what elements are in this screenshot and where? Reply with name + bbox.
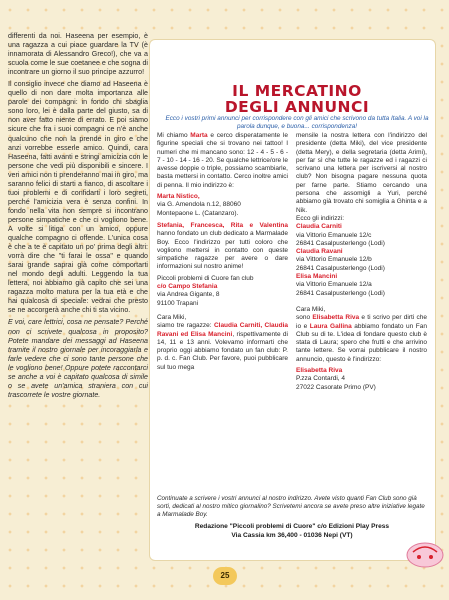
ad-text: , rispettivamente di 14, 11 e 13 anni. Volevamo informarti che proprio oggi abbiamo fondato un fan club: P. p. d. c. Fan Club. Per favore, puoi pubblicare sul tuo mega	[157, 330, 288, 371]
editorial-address	[157, 523, 427, 540]
title-line: DEGLI ANNUNCI	[224, 98, 370, 116]
ad-text: e ti scrivo per dirti che io e	[296, 314, 428, 330]
section-subtitle: Ecco i vostri primi annunci per corrispondere con gli amici che scrivono da tutta Italia. A voi la parola dunque, e buona... corrispondenza!	[165, 115, 429, 131]
title-line: IL MERCATINO	[232, 82, 362, 100]
section-title	[162, 83, 432, 115]
address-name: Elisa Mancini	[296, 273, 338, 281]
ad-text: e cerco disperatamente le figurine speciali che si trovano nei tattoo! I numeri che mi mancano sono: 12 - 4 - 5 - 6 - 7 - 10 - 14 - 16 - 20. Se qualche lettrice/ore le avesse doppie o triple, possiamo scambiarle, basta mettersi in contatto. Cerco inoltre amici di penna. Il mio indirizzo è:	[157, 132, 288, 189]
address-line: via Andrea Gigante, 8	[157, 291, 220, 299]
left-article-column	[8, 32, 148, 403]
address-name: Marta Nistico,	[157, 193, 200, 201]
article-paragraph: differenti da noi. Haseena per esempio, è una ragazza a cui piace guardare la TV (è innamorata di Alessandro Greco!), che va a scuola come le sue coetanee e che sogna di incontrare un giorno il suo principe azzurro!	[8, 32, 148, 77]
address-line: 26841 Casalpusterlengo (Lodi)	[296, 289, 385, 297]
reader-invite-paragraph: E voi, care lettrici, cosa ne pensate? Perché non ci scrivete qualcosa in proposito? Potete mandare dei messaggi ad Haseena tramite il nostro giornale per incoraggiarla e farle vedere che ci sono tante persone che le vogliono bene! Oppure potete raccontarci se anche a voi è capitato qualcosa di simile o se avete un'amica straniera con cui trascorrete le vostre giornate.	[8, 318, 148, 399]
ad-marta	[157, 132, 288, 190]
page-number: 25	[213, 567, 237, 585]
ad-elisabetta	[296, 314, 427, 364]
ad-name: Stefania, Francesca, Rita e Valentina	[157, 221, 288, 229]
ad-name: Claudia Carniti, Claudia Ravani ed Elisa Mancini	[157, 322, 288, 338]
address-line: 27022 Casorate Primo (PV)	[296, 383, 376, 391]
address-name: c/o Campo Stefania	[157, 283, 218, 291]
ads-column-left	[157, 132, 288, 375]
address-line: via Vittorio Emanuele 12/b	[296, 256, 372, 264]
ad-text: Mi chiamo	[157, 132, 191, 139]
address-name: Claudia Ravani	[296, 248, 343, 256]
address-line: Montepaone L. (Catanzaro).	[157, 209, 239, 217]
address-block	[157, 193, 288, 218]
ad-text: sono	[296, 314, 313, 322]
ad-text: hanno fondato un club dedicato a Marmalade Boy. Ecco l'indirizzo per tutti coloro che vogliono mettersi in contatto con queste simpatiche ragazze per avere o dare informazioni sul nostro anime!	[157, 230, 288, 271]
closing-note: Continuate a scrivere i vostri annunci al nostro indirizzo. Avete visto quanti Fan Club sono già sorti, dedicati al nostro mitico giornalino? Scrivetemi ancora se avete preso altre iniziative legate a Marmalade Boy.	[157, 495, 425, 518]
address-line: 26841 Casalpusterlengo (Lodi)	[296, 239, 385, 247]
ad-text: Ecco gli indirizzi:	[296, 214, 345, 222]
address-block	[157, 275, 288, 308]
ad-name: Elisabetta Riva	[312, 314, 360, 322]
address-line: via Vittorio Emanuele 12/a	[296, 281, 372, 289]
address-line: P.zza Contardi, 4	[296, 375, 346, 383]
ad-name: Marta	[190, 132, 208, 139]
address-block	[296, 273, 427, 298]
address-block	[296, 367, 427, 392]
ad-continuation: mensile la nostra lettera con l'indirizzo del presidente (detta Miki), del vice presidente (detta Mery), e della segretaria (detta Arimi), per far sì che tutte le ragazze ed i ragazzi ci scrivano una lettera per iscriversi al nostro club? Non bisogna pagare nessuna quota per farne parte. Stiamo cercando una persona che assomigli a Yuri, perché abbiamo già trovato chi somiglia a Ghinta e a Nik.	[296, 132, 427, 214]
address-block	[296, 223, 427, 248]
letter-greeting: Cara Miki,	[296, 305, 326, 313]
address-line: 26841 Casalpusterlengo (Lodi)	[296, 264, 385, 272]
decorative-sticker-icon	[405, 540, 445, 570]
ad-name: Laura Gallina	[309, 322, 352, 330]
article-paragraph: Il consiglio invece che diamo ad Haseena è quello di non dare molta importanza alle parole dei compagni: in fondo chi sbaglia sono loro, lei è dalla parte del giusto, sa di non aver fatto niente di errato. E poi siamo sicure che fra i suoi compagni ce n'è anche qualcuno che non la prende in giro e che anzi vorrebbe esserle amico. Quindi, cara Haseena, fatti avanti e stringi amicizia con le persone che vedi più disponibili e sincere. I veri amici non ti prenderanno mai in giro, ma saranno felici di starti a fianco, di ascoltare i tuoi problemi e di confidarti i loro segreti, perché l'amicizia vera è senza confini. In fondo nella vita non sempre si incontrano persone simpatiche e che ci vogliono bene. A volte si litiga con un amico, oppure qualche compagno ci offende. L'unica cosa è che a te è capitato un po' prima degli altri: vorrà dire che "ti farai le ossa" e quando sarai grande saprai già come comportarti nel mondo degli adulti. Leggendo la tua lettera, noi abbiamo già capito che sei una ragazza molto matura per la tua età e che hai qualcosa di speciale: vedrai che presto se ne accorgerà anche chi ti sta vicino.	[8, 80, 148, 315]
address-block	[296, 248, 427, 273]
address-line: Piccoli problemi di Cuore fan club	[157, 274, 254, 282]
editorial-line: Redazione "Piccoli problemi di Cuore" c/o Edizioni Play Press	[194, 523, 390, 530]
address-name: Claudia Carniti	[296, 223, 342, 231]
ad-three-girls	[157, 322, 288, 372]
ads-column-right	[296, 132, 427, 392]
address-line: via G. Amendola n.12, 88060	[157, 201, 241, 209]
address-line: via Vittorio Emanuele 12/c	[296, 231, 372, 239]
address-line: 91100 Trapani	[157, 299, 199, 307]
ad-text: abbiamo fondato un Fan Club su di te. L'idea di fondare questo club è stata di Laura; spero che frutti e che arrivino tante lettere. Se vorrai pubblicare il nostro annuncio, questo è l'indirizzo:	[296, 322, 427, 363]
ad-fan-club	[157, 222, 288, 272]
ad-text: siamo tre ragazze:	[157, 322, 214, 330]
editorial-line: Via Cassia km 36,400 - 01036 Nepi (VT)	[231, 531, 353, 539]
address-name: Elisabetta Riva	[296, 367, 343, 375]
letter-greeting: Cara Miki,	[157, 313, 187, 321]
